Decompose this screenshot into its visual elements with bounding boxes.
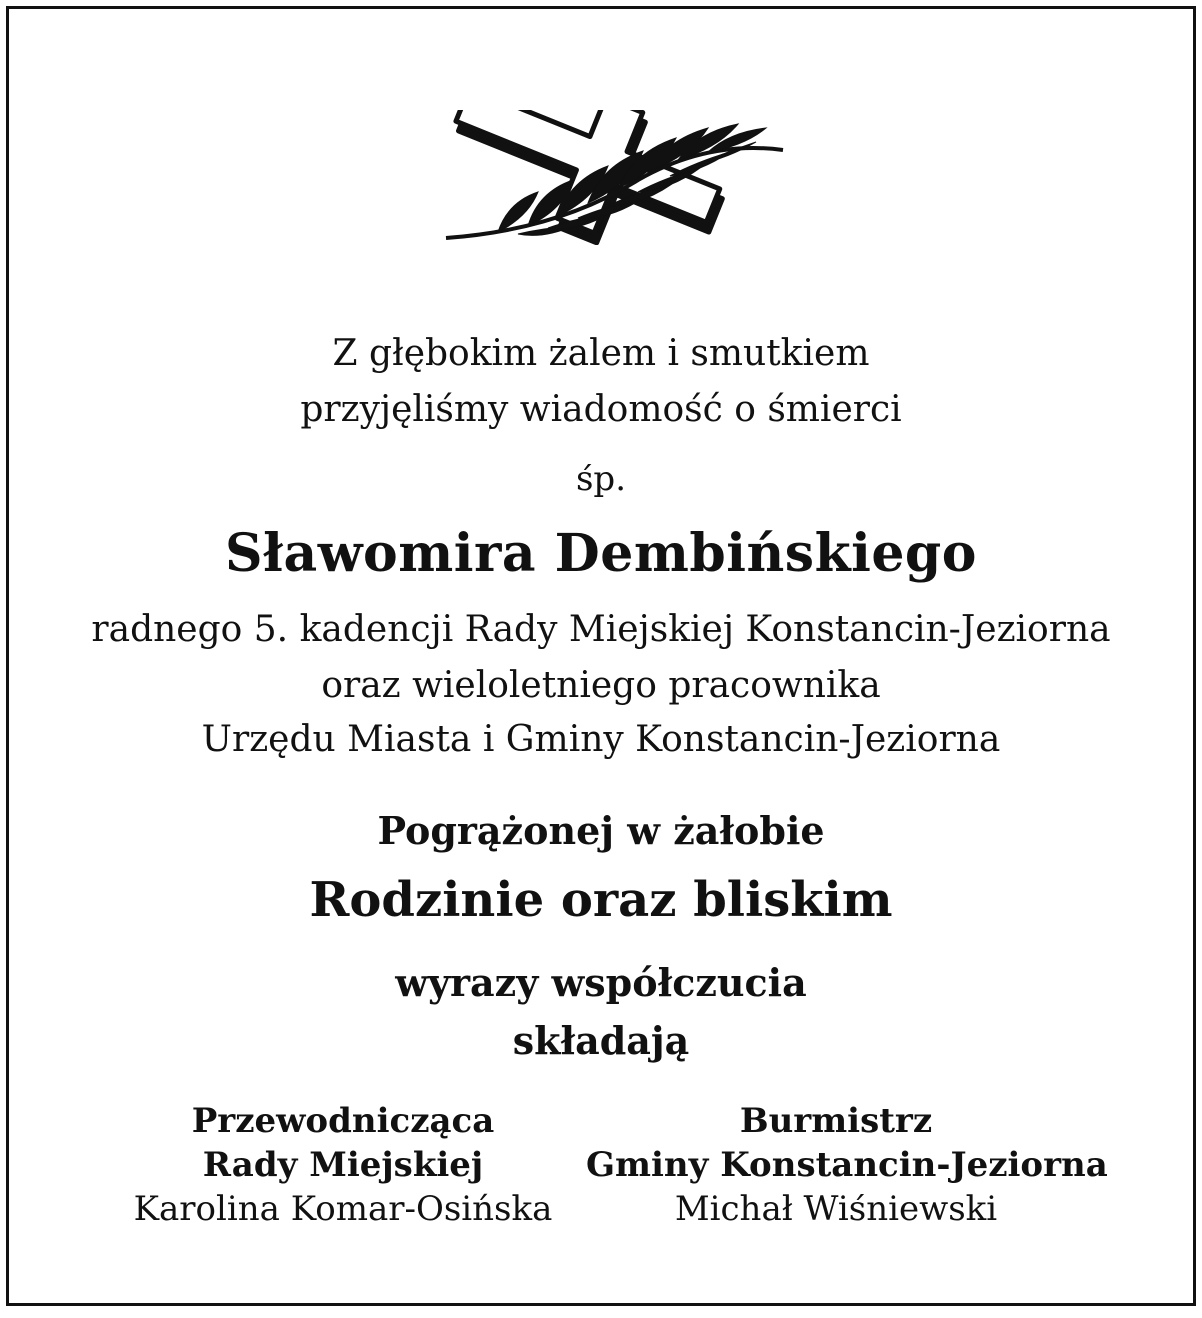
signatory-role-line-2: Rady Miejskiej (202, 1145, 484, 1185)
signatory-name: Karolina Komar-Osińska (133, 1189, 553, 1229)
intro-line-1: Z głębokim żalem i smutkiem (332, 333, 870, 374)
condolence-line-4: składają (512, 1018, 690, 1063)
condolence-recipients: Rodzinie oraz bliskim (309, 872, 893, 928)
signatory-name: Michał Wiśniewski (674, 1189, 998, 1229)
description-line-1: radnego 5. kadencji Rady Miejskiej Konstancin-Jeziorna (91, 609, 1111, 650)
cross-with-palm-branch-icon (438, 110, 788, 245)
honorific: śp. (575, 459, 627, 499)
signatory-role-line-1: Burmistrz (739, 1101, 933, 1141)
signatory-role-line-2: Gminy Konstancin-Jeziorna (586, 1145, 1108, 1185)
condolence-line-1: Pogrążonej w żałobie (377, 808, 825, 853)
condolence-line-3: wyrazy współczucia (395, 960, 807, 1005)
intro-line-2: przyjęliśmy wiadomość o śmierci (300, 389, 902, 430)
deceased-name: Sławomira Dembińskiego (225, 523, 977, 584)
signatory-role-line-1: Przewodnicząca (191, 1101, 495, 1141)
description-line-2: oraz wieloletniego pracownika (321, 665, 881, 706)
signatory-left (113, 1101, 573, 1229)
signatory-right (586, 1101, 1108, 1229)
description-line-3: Urzędu Miasta i Gminy Konstancin-Jeziorna (201, 719, 1001, 760)
